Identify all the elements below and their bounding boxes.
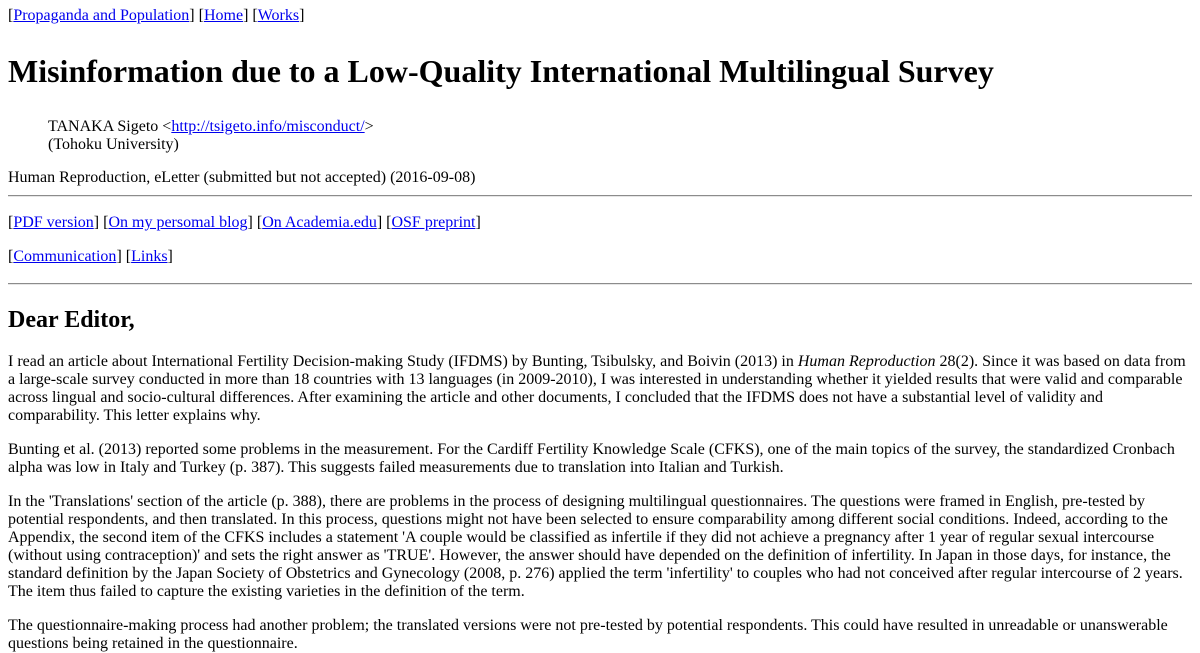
page-title: Misinformation due to a Low-Quality International Multilingual Survey [8,53,994,89]
paragraph-3: In the 'Translations' section of the article (p. 388), there are problems in the process of designing multilingual questionnaires. The questions were framed in English, pre-tested by potential respondents, and then translated. In this process, questions might not have been selected to ensure comparability among different social conditions. Indeed, according to the Appendix, the second item of the CFKS includes a statement 'A couple would be classified as infertile if they did not achieve a pregnancy after 1 year of regular sexual intercourse (without using contraception)' and sets the right answer as 'TRUE'. However, the answer should have depended on the definition of infertility. In Japan in those days, for instance, the standard definition by the Japan Society of Obstetrics and Gynecology (2008, p. 276) applied the term 'infertility' to couples who had not conceived after regular intercourse of 2 years. The item thus failed to capture the existing varieties in the definition of the term. [8,493,1183,600]
nav-link-works[interactable]: Works [257,7,300,24]
section-links: [Communication] [Links] [8,248,173,265]
academia-link[interactable]: On Academia.edu [262,214,377,231]
author-line: TANAKA Sigeto <http://tsigeto.info/misconduct/> [48,118,374,135]
top-nav: [Propaganda and Population] [Home] [Works] [8,7,305,24]
salutation-heading: Dear Editor, [8,307,135,333]
nav-link-home[interactable]: Home [203,7,244,24]
paragraph-1-text-b: 28(2). Since it was based on data from a large-scale survey conducted in more than 18 countries with 13 languages (in 2009-2010), I was interested in understanding whether it yielded results that were valid and comparable across lingual and socio-cultural differences. After examining the article and other documents, I concluded that the IFDMS does not have a substantial level of validity and comparability. This letter explains why. [8,353,1186,424]
paragraph-1-text-a: I read an article about International Fertility Decision-making Study (IFDMS) by Bunting, Tsibulsky, and Boivin (2013) in [8,353,798,370]
version-links: [PDF version] [On my persomal blog] [On Academia.edu] [OSF preprint] [8,214,481,231]
nav-link-propaganda-and-population[interactable]: Propaganda and Population [13,7,190,24]
divider [8,283,1192,285]
author-url-link[interactable]: http://tsigeto.info/misconduct/ [171,118,365,135]
journal-name: Human Reproduction [797,353,936,370]
paragraph-2: Bunting et al. (2013) reported some problems in the measurement. For the Cardiff Fertility Knowledge Scale (CFKS), one of the main topics of the survey, the standardized Cronbach alpha was low in Italy and Turkey (p. 387). This suggests failed measurements due to translation into Italian and Turkish. [8,441,1175,476]
page [0,7,1200,653]
author-name: TANAKA Sigeto [48,118,159,135]
publication-info: Human Reproduction, eLetter (submitted but not accepted) (2016-09-08) [8,169,476,186]
divider [8,195,1192,197]
communication-link[interactable]: Communication [13,248,117,265]
pdf-version-link[interactable]: PDF version [13,214,94,231]
links-link[interactable]: Links [131,248,168,265]
author-affiliation: (Tohoku University) [48,136,179,153]
paragraph-4: The questionnaire-making process had another problem; the translated versions were not pre-tested by potential respondents. This could have resulted in unreadable or unanswerable questions being retained in the questionnaire. [8,617,1168,652]
paragraph-1 [8,353,1192,425]
osf-preprint-link[interactable]: OSF preprint [391,214,476,231]
blog-link[interactable]: On my persomal blog [108,214,248,231]
author-block [48,118,1192,154]
